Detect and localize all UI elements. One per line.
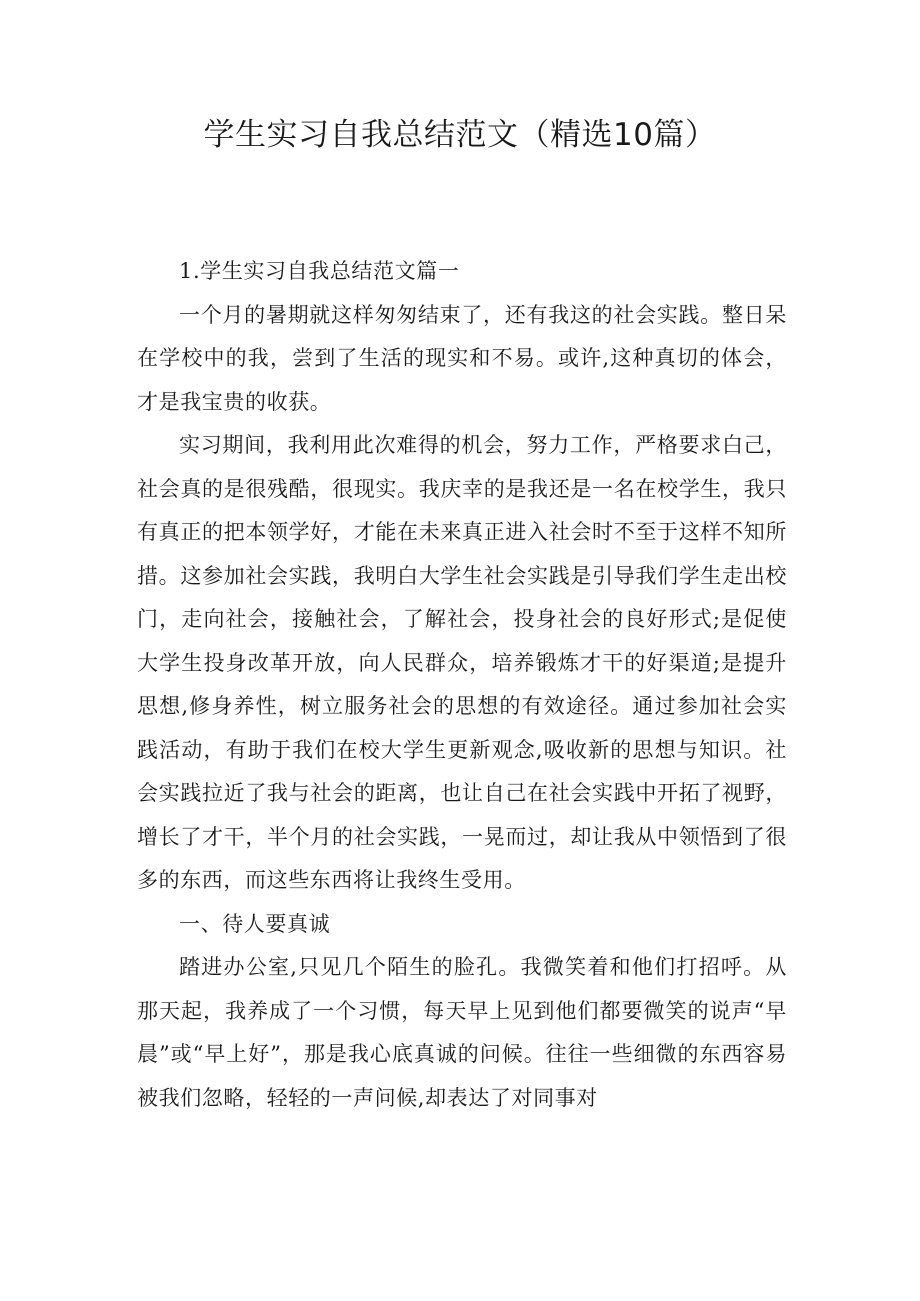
paragraph-intro: 一个月的暑期就这样匆匆结束了，还有我这的社会实践。整日呆在学校中的我，尝到了生活的现实和不易。或许,这种真切的体会，才是我宝贵的收获。: [137, 302, 787, 414]
document-title: 学生实习自我总结范文（精选10篇）: [203, 117, 717, 153]
section-heading-article-one: 1.学生实习自我总结范文篇一: [179, 259, 460, 283]
section-heading-sincerity: 一、待人要真诚: [179, 911, 331, 936]
paragraph-office: 踏进办公室,只见几个陌生的脸孔。我微笑着和他们打招呼。从那天起，我养成了一个习惯，每天早上见到他们都要微笑的说声“早晨”或“早上好”，那是我心底真诚的问候。往往一些细微的东西容易被我们忽略，轻轻的一声问候,却表达了对同事对: [137, 955, 787, 1110]
paragraph-internship-period: 实习期间，我利用此次难得的机会，努力工作，严格要求白己，社会真的是很残酷，很现实。我庆幸的是我还是一名在校学生，我只有真正的把本领学好，才能在未来真正进入社会时不至于这样不知所措。这参加社会实践，我明白大学生社会实践是引导我们学生走出校门，走向社会，接触社会，了解社会，投身社会的良好形式;是促使大学生投身改革开放，向人民群众，培养锻炼才干的好渠道;是提升思想,修身养性，树立服务社会的思想的有效途径。通过参加社会实践活动，有助于我们在校大学生更新观念,吸收新的思想与知识。社会实践拉近了我与社会的距离，也让自己在社会实践中开拓了视野，增长了才干，半个月的社会实践，一晃而过，却让我从中领悟到了很多的东西，而这些东西将让我终生受用。: [137, 433, 787, 892]
document-body: [137, 250, 787, 1120]
